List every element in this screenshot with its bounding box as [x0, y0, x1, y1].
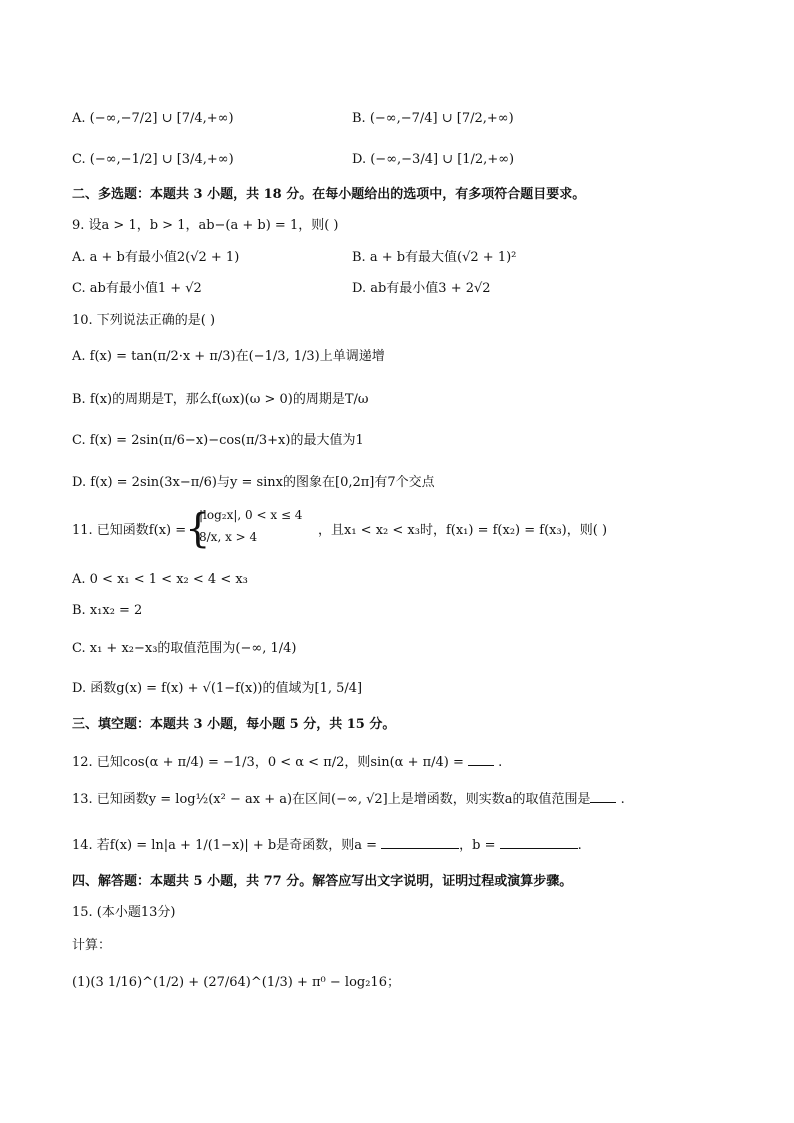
q15-stem: 15. (本小题13分)	[72, 905, 176, 920]
section-2-heading: 二、多选题：本题共 3 小题，共 18 分。在每小题给出的选项中，有多项符合题目要求。	[72, 187, 586, 202]
q8-option-c: C. (−∞,−1/2] ∪ [3/4,+∞)	[72, 152, 234, 167]
q8-option-a: A. (−∞,−7/2] ∪ [7/4,+∞)	[72, 111, 234, 126]
brace-symbol: {	[185, 506, 211, 552]
q12	[72, 754, 502, 772]
q10-option-d: D. f(x) = 2sin(3x−π/6)与y = sinx的图象在[0,2π]有7个交点	[72, 475, 435, 490]
q13-answer-blank[interactable]	[590, 802, 616, 803]
section-3-heading: 三、填空题：本题共 3 小题，每小题 5 分，共 15 分。	[72, 717, 396, 732]
q11-stem-suffix: ，且x₁ < x₂ < x₃时，f(x₁) = f(x₂) = f(x₃)，则( )	[318, 523, 608, 538]
q13-suffix: .	[616, 792, 625, 807]
q14	[72, 837, 582, 855]
q8-option-b: B. (−∞,−7/4] ∪ [7/2,+∞)	[352, 111, 514, 126]
q13-text: 13. 已知函数y = log½(x² − ax + a)在区间(−∞, √2]上是增函数，则实数a的取值范围是	[72, 792, 591, 807]
q10-option-b: B. f(x)的周期是T，那么f(ωx)(ω > 0)的周期是T/ω	[72, 392, 369, 407]
q15-instruction: 计算：	[72, 938, 112, 953]
q15-part-1: (1)(3 1/16)^(1/2) + (27/64)^(1/3) + π⁰ − log₂16；	[72, 975, 400, 990]
q10-option-a: A. f(x) = tan(π/2·x + π/3)在(−1/3, 1/3)上单调递增	[72, 349, 385, 364]
q10-stem: 10. 下列说法正确的是( )	[72, 313, 216, 328]
q12-text: 12. 已知cos(α + π/4) = −1/3，0 < α < π/2，则sin(α + π/4) =	[72, 755, 469, 770]
q14-b-blank[interactable]	[500, 848, 578, 849]
q11-option-a: A. 0 < x₁ < 1 < x₂ < 4 < x₃	[72, 572, 248, 587]
q9-option-b: B. a + b有最大值(√2 + 1)²	[352, 250, 517, 265]
q14-suffix: .	[577, 838, 582, 853]
q9-option-d: D. ab有最小值3 + 2√2	[352, 281, 491, 296]
q9-option-a: A. a + b有最小值2(√2 + 1)	[72, 250, 240, 265]
q14-mid: ，b =	[459, 838, 500, 853]
q11-case-1: |log₂x|, 0 < x ≤ 4	[199, 508, 303, 522]
q11-case-2: 8/x, x > 4	[199, 530, 258, 544]
q9-option-c: C. ab有最小值1 + √2	[72, 281, 202, 296]
q13	[72, 791, 625, 809]
q11-option-b: B. x₁x₂ = 2	[72, 603, 143, 618]
q12-answer-blank[interactable]	[468, 765, 494, 766]
q10-option-c: C. f(x) = 2sin(π/6−x)−cos(π/3+x)的最大值为1	[72, 433, 364, 448]
q14-a-blank[interactable]	[381, 848, 459, 849]
q8-option-d: D. (−∞,−3/4] ∪ [1/2,+∞)	[352, 152, 515, 167]
q12-suffix: .	[494, 755, 503, 770]
q14-prefix: 14. 若f(x) = ln|a + 1/(1−x)| + b是奇函数，则a =	[72, 838, 382, 853]
q11-option-d: D. 函数g(x) = f(x) + √(1−f(x))的值域为[1, 5/4]	[72, 681, 363, 696]
section-4-heading: 四、解答题：本题共 5 小题，共 77 分。解答应写出文字说明，证明过程或演算步骤。	[72, 874, 573, 889]
q11-option-c: C. x₁ + x₂−x₃的取值范围为(−∞, 1/4)	[72, 641, 297, 656]
q9-stem: 9. 设a > 1，b > 1，ab−(a + b) = 1，则( )	[72, 218, 339, 233]
q11-stem-prefix: 11. 已知函数f(x) =	[72, 523, 187, 538]
